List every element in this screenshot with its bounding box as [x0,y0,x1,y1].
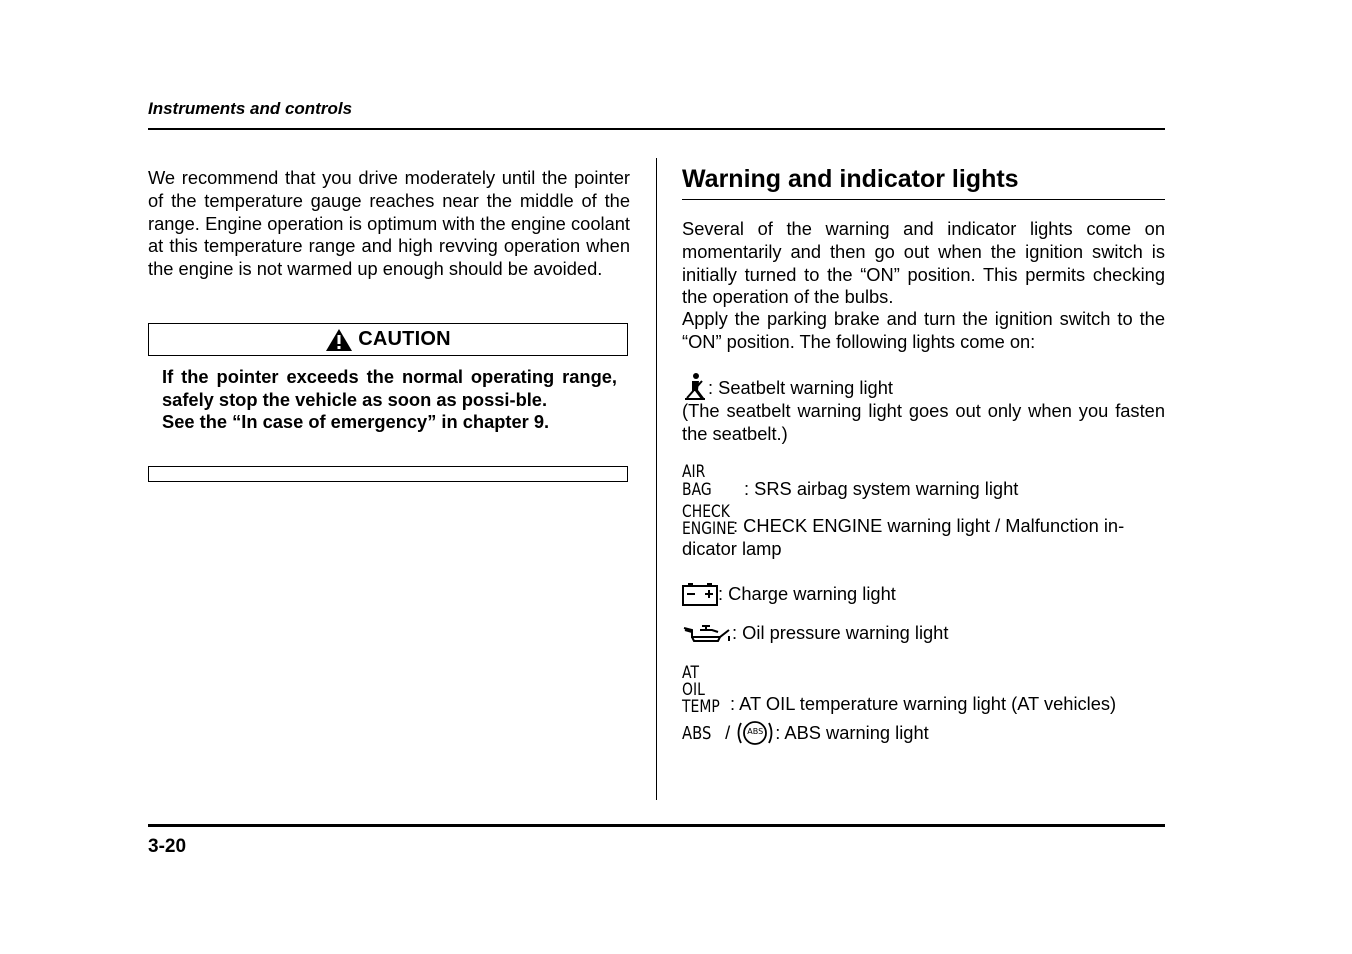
section-title: Warning and indicator lights [682,165,1019,193]
check-engine-symbol-line2: ENGINE [682,519,736,539]
at-oil-symbol-line1: AT OIL [682,663,705,700]
caution-end-box [148,466,628,482]
abs-symbol: ABS [682,722,712,744]
title-rule [682,199,1165,200]
abs-light-item [682,718,1165,748]
at-oil-light-item [682,665,1165,716]
oil-pressure-light-item [682,622,1165,645]
header-rule [148,128,1165,130]
airbag-label: : SRS airbag system warning light [744,478,1019,499]
charge-light-item [682,582,1165,606]
caution-text-line1: If the pointer exceeds the normal operating range, safely stop the vehicle as soon as possi-ble. [162,366,617,410]
page-number: 3-20 [148,836,187,857]
check-engine-light-item [682,504,1165,561]
abs-separator: / [720,721,736,743]
abs-label: : ABS warning light [775,721,929,743]
instruction-paragraph: Apply the parking brake and turn the ignition switch to the “ON” position. The following lights come on: [682,308,1165,352]
abs-circle-symbol: ABS [747,727,764,736]
seatbelt-icon [682,372,708,400]
at-oil-label: : AT OIL temperature warning light (AT vehicles) [730,693,1117,715]
at-oil-symbol-line2: TEMP [682,697,720,717]
caution-text-line2: See the “In case of emergency” in chapter 9. [162,411,550,433]
warning-triangle-icon [325,328,353,352]
column-divider [656,158,657,800]
left-column [148,167,630,281]
seatbelt-light-item [682,372,1165,446]
caution-body [162,366,617,434]
oil-pressure-label: : Oil pressure warning light [732,622,949,643]
check-engine-label-cont: dicator lamp [682,538,782,559]
airbag-symbol: AIR BAG [682,462,712,500]
charge-label: : Charge warning light [718,583,896,605]
intro-paragraph-right: Several of the warning and indicator lights come on momentarily and then go out when the ignition switch is initially turned to the “ON” position. This permits checking the operation of the bulbs. [682,218,1165,308]
abs-symbol-wrap [682,722,720,745]
airbag-symbol-wrap [682,463,744,501]
seatbelt-note: (The seatbelt warning light goes out only when you fasten the seatbelt.) [682,400,1165,444]
section-header-label: Instruments and controls [148,99,353,118]
footer-rule [148,824,1165,827]
intro-paragraph: We recommend that you drive moderately until the pointer of the temperature gauge reaches near the middle of the range. Engine operation is optimum with the engine coolant at this temperature range and high revving operation when the engine is not warmed up enough should be avoided. [148,167,630,280]
check-engine-symbol [682,502,736,539]
seatbelt-label: : Seatbelt warning light [708,377,893,399]
check-engine-label: : CHECK ENGINE warning light / Malfunction in- [733,515,1125,537]
airbag-light-item [682,463,1165,501]
battery-icon [682,582,718,606]
at-oil-symbol [682,665,730,716]
caution-header-box [148,323,628,356]
caution-title: CAUTION [358,328,451,350]
oil-can-icon [682,623,732,645]
abs-circle-icon [735,718,775,748]
check-engine-symbol-line1: CHECK [682,502,730,522]
